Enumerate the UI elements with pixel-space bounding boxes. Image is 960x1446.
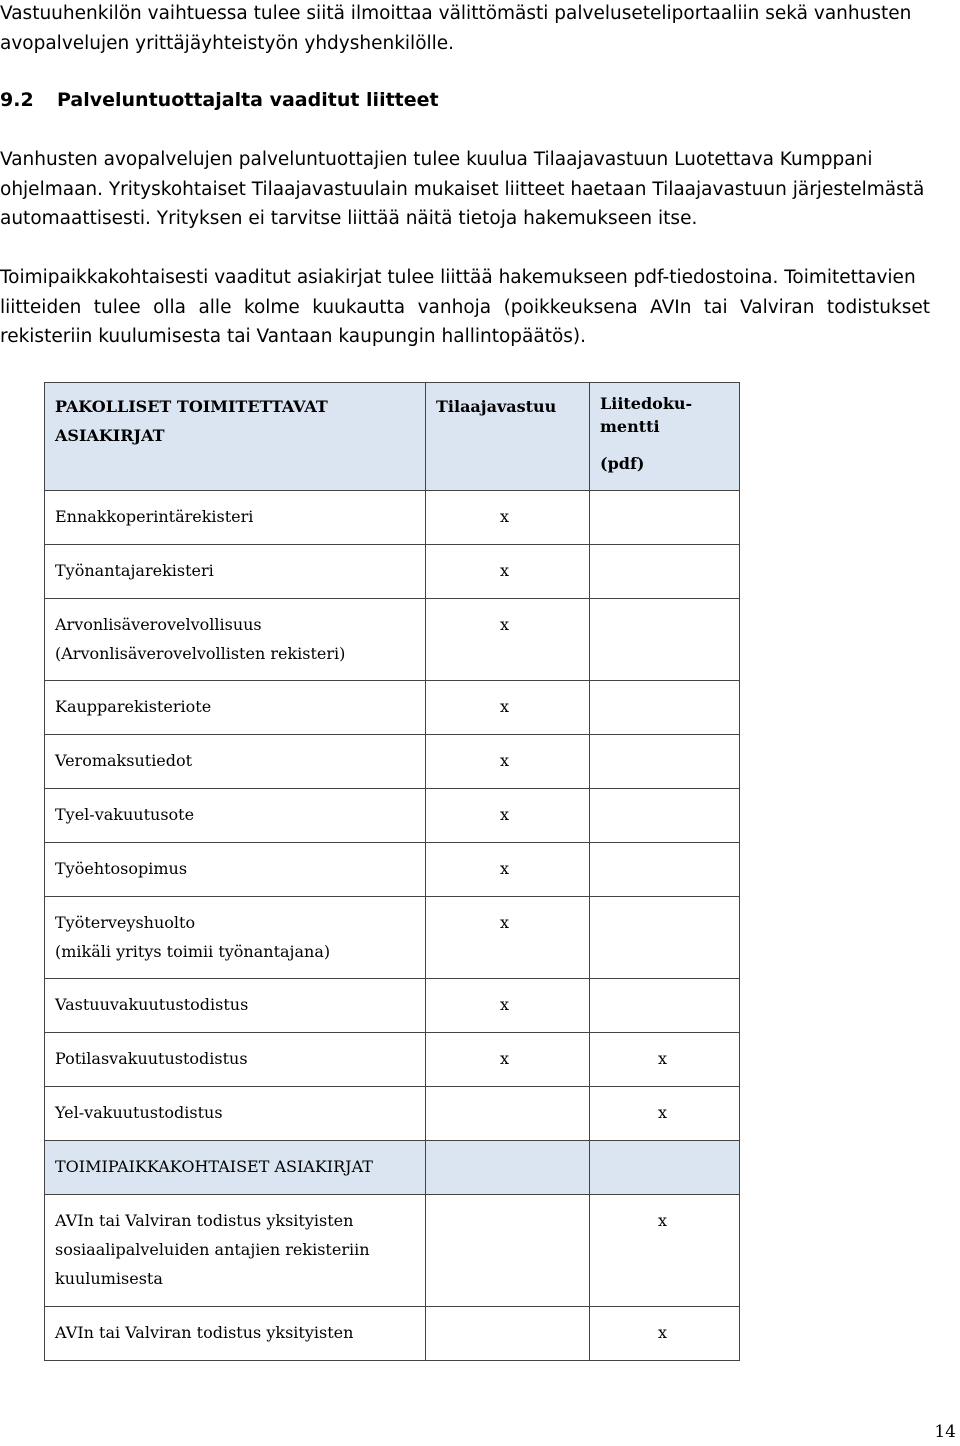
- table-row: [45, 1195, 740, 1307]
- liite-cell: [590, 789, 740, 843]
- document-name-line: Vastuuvakuutustodistus: [55, 995, 249, 1014]
- body-line: rekisteriin kuulumisesta tai Vantaan kaupungin hallintopäätös).: [0, 326, 587, 347]
- document-name-line: Työterveyshuolto: [55, 913, 196, 932]
- liite-mark: x: [658, 1103, 668, 1122]
- table-row: [45, 1033, 740, 1087]
- documents-table: [44, 382, 740, 1361]
- table-row: [45, 979, 740, 1033]
- liite-cell: [590, 545, 740, 599]
- document-name-cell: [45, 599, 426, 681]
- header-cell-liite: [590, 383, 740, 491]
- body-paragraph-1: [0, 145, 930, 234]
- document-name-line: Työehtosopimus: [55, 859, 188, 878]
- document-name-cell: [45, 681, 426, 735]
- body-line: automaattisesti. Yrityksen ei tarvitse liittää näitä tietoja hakemukseen itse.: [0, 208, 698, 229]
- document-name-line: Veromaksutiedot: [55, 751, 193, 770]
- liite-cell: [590, 897, 740, 979]
- liite-mark: x: [658, 1211, 668, 1230]
- header-line-part: mentti: [600, 417, 660, 436]
- header-pdf-label: (pdf): [600, 454, 645, 473]
- document-name-line: Yel-vakuutustodistus: [55, 1103, 223, 1122]
- liite-cell: [590, 735, 740, 789]
- table-row: [45, 843, 740, 897]
- table-section-row: [45, 1141, 740, 1195]
- tilaajavastuu-cell: [426, 681, 590, 735]
- table-row: [45, 491, 740, 545]
- body-line: Toimipaikkakohtaisesti vaaditut asiakirjat tulee liittää hakemukseen pdf-tiedostoina. Toimitettavien: [0, 267, 916, 288]
- header-line-part: Liitedoku-: [600, 394, 693, 413]
- header-line: PAKOLLISET TOIMITETTAVAT: [55, 397, 328, 416]
- tilaajavastuu-cell: [426, 599, 590, 681]
- document-name-cell: [45, 1033, 426, 1087]
- liite-mark: x: [658, 1323, 668, 1342]
- document-name-cell: [45, 1307, 426, 1361]
- tilaajavastuu-mark: x: [500, 913, 510, 932]
- liite-cell: [590, 1307, 740, 1361]
- tilaajavastuu-cell: [426, 789, 590, 843]
- intro-line: Vastuuhenkilön vaihtuessa tulee siitä ilmoittaa välittömästi palveluseteliportaaliin sekä vanhusten: [0, 3, 912, 24]
- document-name-line: Ennakkoperintärekisteri: [55, 507, 254, 526]
- tilaajavastuu-mark: x: [500, 1049, 510, 1068]
- section-empty-cell: [426, 1141, 590, 1195]
- body-line: liitteiden tulee olla alle kolme kuukautta vanhoja (poikkeuksena AVIn tai Valviran todistukset: [0, 296, 930, 318]
- tilaajavastuu-cell: [426, 897, 590, 979]
- table-row: [45, 545, 740, 599]
- header-cell-documents: [45, 383, 426, 491]
- document-name-cell: [45, 735, 426, 789]
- table-row: [45, 1087, 740, 1141]
- header-line: ASIAKIRJAT: [55, 426, 165, 445]
- liite-cell: [590, 491, 740, 545]
- document-name-line: AVIn tai Valviran todistus yksityisten: [55, 1211, 354, 1230]
- document-name-cell: [45, 843, 426, 897]
- document-name-line: Työnantajarekisteri: [55, 561, 214, 580]
- table-body-location: [45, 1195, 740, 1361]
- section-number: 9.2: [0, 89, 34, 111]
- tilaajavastuu-mark: x: [500, 507, 510, 526]
- table-header-row: [45, 383, 740, 491]
- document-name-line: (Arvonlisäverovelvollisten rekisteri): [55, 644, 346, 663]
- liite-cell: [590, 979, 740, 1033]
- document-name-cell: [45, 789, 426, 843]
- liite-cell: [590, 843, 740, 897]
- tilaajavastuu-cell: [426, 545, 590, 599]
- section-empty-cell: [590, 1141, 740, 1195]
- tilaajavastuu-mark: x: [500, 561, 510, 580]
- liite-cell: [590, 1195, 740, 1307]
- document-name-line: sosiaalipalveluiden antajien rekisteriin: [55, 1240, 370, 1259]
- document-name-cell: [45, 545, 426, 599]
- header-line: [600, 392, 729, 438]
- tilaajavastuu-mark: x: [500, 615, 510, 634]
- tilaajavastuu-mark: x: [500, 751, 510, 770]
- table-row: [45, 599, 740, 681]
- document-name-cell: [45, 979, 426, 1033]
- liite-mark: x: [658, 1049, 668, 1068]
- table-row: [45, 1307, 740, 1361]
- body-paragraph-2: [0, 263, 930, 352]
- tilaajavastuu-cell: [426, 843, 590, 897]
- header-cell-tilaajavastuu: Tilaajavastuu: [426, 383, 590, 491]
- tilaajavastuu-cell: [426, 1195, 590, 1307]
- section-heading: [0, 89, 439, 111]
- tilaajavastuu-cell: [426, 1307, 590, 1361]
- document-name-cell: [45, 897, 426, 979]
- document-name-line: Arvonlisäverovelvollisuus: [55, 615, 262, 634]
- tilaajavastuu-cell: [426, 1033, 590, 1087]
- tilaajavastuu-cell: [426, 735, 590, 789]
- document-name-line: Tyel-vakuutusote: [55, 805, 195, 824]
- body-line: Vanhusten avopalvelujen palveluntuottajien tulee kuulua Tilaajavastuun Luotettava Kumppani: [0, 149, 873, 170]
- body-line: ohjelmaan. Yrityskohtaiset Tilaajavastuulain mukaiset liitteet haetaan Tilaajavastuun järjestelmästä: [0, 178, 925, 200]
- tilaajavastuu-cell: [426, 979, 590, 1033]
- tilaajavastuu-mark: x: [500, 697, 510, 716]
- tilaajavastuu-mark: x: [500, 805, 510, 824]
- section-title: Palveluntuottajalta vaaditut liitteet: [57, 89, 439, 111]
- intro-line: avopalvelujen yrittäjäyhteistyön yhdyshenkilölle.: [0, 32, 455, 54]
- document-name-line: Kaupparekisteriote: [55, 697, 212, 716]
- liite-cell: [590, 599, 740, 681]
- tilaajavastuu-cell: [426, 491, 590, 545]
- page-number: 14: [934, 1422, 956, 1442]
- table-row: [45, 681, 740, 735]
- document-name-cell: [45, 491, 426, 545]
- tilaajavastuu-mark: x: [500, 859, 510, 878]
- tilaajavastuu-cell: [426, 1087, 590, 1141]
- table-body-required: [45, 491, 740, 1141]
- table-row: [45, 789, 740, 843]
- liite-cell: [590, 1087, 740, 1141]
- section-title-cell: TOIMIPAIKKAKOHTAISET ASIAKIRJAT: [45, 1141, 426, 1195]
- document-name-line: (mikäli yritys toimii työnantajana): [55, 942, 331, 961]
- document-name-line: AVIn tai Valviran todistus yksityisten: [55, 1323, 354, 1342]
- document-name-cell: [45, 1195, 426, 1307]
- liite-cell: [590, 681, 740, 735]
- document-name-cell: [45, 1087, 426, 1141]
- document-name-line: kuulumisesta: [55, 1269, 163, 1288]
- table-row: [45, 735, 740, 789]
- table-row: [45, 897, 740, 979]
- intro-paragraph: [0, 0, 930, 58]
- liite-cell: [590, 1033, 740, 1087]
- tilaajavastuu-mark: x: [500, 995, 510, 1014]
- document-name-line: Potilasvakuutustodistus: [55, 1049, 248, 1068]
